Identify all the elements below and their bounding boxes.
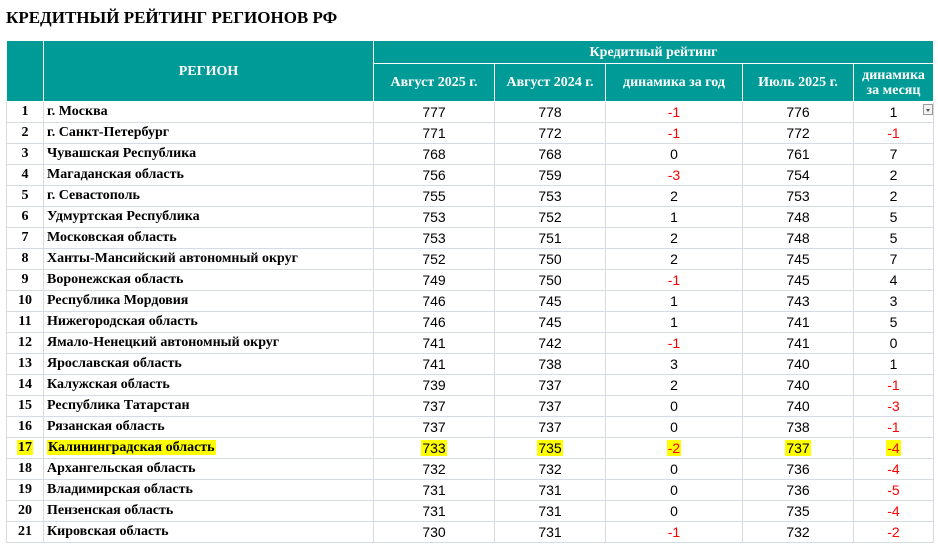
cell-dynamics-month: 1 — [854, 354, 934, 375]
cell-aug-2024: 751 — [495, 228, 606, 249]
header-dynamics-month: динамика за месяц — [854, 64, 934, 102]
cell-number: 9 — [7, 270, 44, 291]
cell-jul-2025: 737 — [743, 438, 854, 459]
cell-dynamics-month: 7 — [854, 249, 934, 270]
filter-dropdown-icon[interactable] — [923, 104, 933, 115]
cell-aug-2025: 737 — [374, 396, 495, 417]
cell-dynamics-year: -1 — [606, 333, 743, 354]
cell-aug-2025: 741 — [374, 333, 495, 354]
cell-jul-2025: 738 — [743, 417, 854, 438]
cell-number: 5 — [7, 186, 44, 207]
cell-aug-2024: 750 — [495, 270, 606, 291]
cell-jul-2025: 753 — [743, 186, 854, 207]
cell-dynamics-year: -3 — [606, 165, 743, 186]
cell-jul-2025: 740 — [743, 396, 854, 417]
header-credit-rating-group: Кредитный рейтинг — [374, 41, 934, 64]
cell-region: Воронежская область — [44, 270, 374, 291]
cell-dynamics-year: 2 — [606, 375, 743, 396]
cell-number: 1 — [7, 102, 44, 123]
cell-aug-2025: 771 — [374, 123, 495, 144]
cell-number: 19 — [7, 480, 44, 501]
table-row — [7, 354, 934, 375]
table-row — [7, 501, 934, 522]
cell-aug-2024: 745 — [495, 312, 606, 333]
rating-table — [6, 40, 934, 543]
cell-aug-2024: 752 — [495, 207, 606, 228]
cell-dynamics-month: 5 — [854, 207, 934, 228]
cell-dynamics-year: 0 — [606, 417, 743, 438]
table-row — [7, 144, 934, 165]
table-row — [7, 228, 934, 249]
cell-number: 21 — [7, 522, 44, 543]
table-row — [7, 375, 934, 396]
table-row — [7, 270, 934, 291]
cell-dynamics-month: -4 — [854, 459, 934, 480]
cell-aug-2024: 753 — [495, 186, 606, 207]
cell-aug-2025: 768 — [374, 144, 495, 165]
cell-region: г. Севастополь — [44, 186, 374, 207]
cell-number: 4 — [7, 165, 44, 186]
cell-dynamics-month: 3 — [854, 291, 934, 312]
cell-aug-2025: 755 — [374, 186, 495, 207]
cell-aug-2024: 738 — [495, 354, 606, 375]
table-row — [7, 522, 934, 543]
cell-number: 2 — [7, 123, 44, 144]
cell-dynamics-month: 2 — [854, 186, 934, 207]
cell-dynamics-month: 0 — [854, 333, 934, 354]
cell-number: 14 — [7, 375, 44, 396]
table-row — [7, 249, 934, 270]
cell-jul-2025: 772 — [743, 123, 854, 144]
cell-dynamics-month: -4 — [854, 438, 934, 459]
cell-region: Калужская область — [44, 375, 374, 396]
cell-aug-2024: 759 — [495, 165, 606, 186]
cell-jul-2025: 745 — [743, 270, 854, 291]
cell-region: Удмуртская Республика — [44, 207, 374, 228]
cell-jul-2025: 754 — [743, 165, 854, 186]
cell-aug-2024: 737 — [495, 375, 606, 396]
cell-dynamics-year: 1 — [606, 207, 743, 228]
cell-jul-2025: 745 — [743, 249, 854, 270]
cell-dynamics-year: 0 — [606, 501, 743, 522]
cell-dynamics-month: 5 — [854, 312, 934, 333]
cell-dynamics-year: 0 — [606, 144, 743, 165]
cell-aug-2025: 737 — [374, 417, 495, 438]
cell-aug-2025: 756 — [374, 165, 495, 186]
cell-number: 8 — [7, 249, 44, 270]
table-row — [7, 102, 934, 123]
table-row — [7, 480, 934, 501]
cell-dynamics-month: -1 — [854, 417, 934, 438]
cell-number: 18 — [7, 459, 44, 480]
cell-dynamics-year: -2 — [606, 438, 743, 459]
cell-dynamics-year: 0 — [606, 396, 743, 417]
cell-aug-2024: 731 — [495, 522, 606, 543]
cell-aug-2025: 739 — [374, 375, 495, 396]
header-aug-2025: Август 2025 г. — [374, 64, 495, 102]
table-row — [7, 396, 934, 417]
table-row — [7, 417, 934, 438]
table-row — [7, 312, 934, 333]
cell-dynamics-year: 1 — [606, 312, 743, 333]
table-body — [7, 102, 934, 543]
table-row — [7, 207, 934, 228]
cell-dynamics-month: 4 — [854, 270, 934, 291]
cell-aug-2024: 750 — [495, 249, 606, 270]
cell-aug-2025: 733 — [374, 438, 495, 459]
table-row — [7, 123, 934, 144]
cell-aug-2025: 746 — [374, 312, 495, 333]
cell-dynamics-year: 0 — [606, 459, 743, 480]
cell-jul-2025: 732 — [743, 522, 854, 543]
header-aug-2024: Август 2024 г. — [495, 64, 606, 102]
table-row — [7, 333, 934, 354]
cell-aug-2025: 777 — [374, 102, 495, 123]
cell-aug-2025: 746 — [374, 291, 495, 312]
cell-aug-2025: 753 — [374, 207, 495, 228]
cell-aug-2024: 737 — [495, 396, 606, 417]
cell-aug-2025: 753 — [374, 228, 495, 249]
cell-dynamics-year: 2 — [606, 186, 743, 207]
cell-aug-2025: 731 — [374, 501, 495, 522]
page-title: КРЕДИТНЫЙ РЕЙТИНГ РЕГИОНОВ РФ — [6, 8, 338, 27]
cell-jul-2025: 748 — [743, 207, 854, 228]
cell-number: 13 — [7, 354, 44, 375]
cell-aug-2025: 731 — [374, 480, 495, 501]
cell-number: 12 — [7, 333, 44, 354]
cell-region: Магаданская область — [44, 165, 374, 186]
table-row — [7, 186, 934, 207]
table-row — [7, 459, 934, 480]
cell-number: 20 — [7, 501, 44, 522]
cell-dynamics-month: 1 — [854, 102, 934, 123]
cell-number: 6 — [7, 207, 44, 228]
cell-region: Республика Мордовия — [44, 291, 374, 312]
cell-jul-2025: 748 — [743, 228, 854, 249]
cell-dynamics-month: -4 — [854, 501, 934, 522]
cell-number: 15 — [7, 396, 44, 417]
cell-dynamics-year: 2 — [606, 228, 743, 249]
cell-aug-2024: 778 — [495, 102, 606, 123]
cell-dynamics-month: -5 — [854, 480, 934, 501]
cell-dynamics-month: -3 — [854, 396, 934, 417]
cell-dynamics-month: -1 — [854, 375, 934, 396]
cell-region: Пензенская область — [44, 501, 374, 522]
cell-region: Владимирская область — [44, 480, 374, 501]
cell-dynamics-year: -1 — [606, 270, 743, 291]
cell-jul-2025: 735 — [743, 501, 854, 522]
cell-aug-2024: 745 — [495, 291, 606, 312]
table-row — [7, 438, 934, 459]
cell-aug-2025: 749 — [374, 270, 495, 291]
cell-aug-2024: 735 — [495, 438, 606, 459]
cell-jul-2025: 743 — [743, 291, 854, 312]
header-jul-2025: Июль 2025 г. — [743, 64, 854, 102]
cell-dynamics-month: -1 — [854, 123, 934, 144]
cell-region: Чувашская Республика — [44, 144, 374, 165]
cell-region: Ханты-Мансийский автономный округ — [44, 249, 374, 270]
cell-jul-2025: 740 — [743, 375, 854, 396]
cell-jul-2025: 776 — [743, 102, 854, 123]
cell-aug-2024: 731 — [495, 501, 606, 522]
cell-region: Рязанская область — [44, 417, 374, 438]
cell-number: 16 — [7, 417, 44, 438]
cell-region: Московская область — [44, 228, 374, 249]
cell-jul-2025: 761 — [743, 144, 854, 165]
cell-dynamics-year: 1 — [606, 291, 743, 312]
cell-number: 10 — [7, 291, 44, 312]
cell-aug-2025: 732 — [374, 459, 495, 480]
cell-region: Калининградская область — [44, 438, 374, 459]
cell-jul-2025: 741 — [743, 333, 854, 354]
cell-aug-2025: 730 — [374, 522, 495, 543]
cell-aug-2024: 732 — [495, 459, 606, 480]
cell-region: Нижегородская область — [44, 312, 374, 333]
cell-dynamics-year: 3 — [606, 354, 743, 375]
cell-region: Ярославская область — [44, 354, 374, 375]
cell-jul-2025: 736 — [743, 480, 854, 501]
cell-aug-2025: 752 — [374, 249, 495, 270]
table-row — [7, 291, 934, 312]
cell-dynamics-month: 2 — [854, 165, 934, 186]
cell-region: г. Москва — [44, 102, 374, 123]
cell-number: 17 — [7, 438, 44, 459]
cell-jul-2025: 740 — [743, 354, 854, 375]
cell-jul-2025: 736 — [743, 459, 854, 480]
cell-number: 3 — [7, 144, 44, 165]
cell-number: 7 — [7, 228, 44, 249]
cell-dynamics-year: -1 — [606, 102, 743, 123]
header-region: РЕГИОН — [44, 41, 374, 102]
cell-dynamics-month: 5 — [854, 228, 934, 249]
cell-aug-2024: 742 — [495, 333, 606, 354]
cell-aug-2024: 768 — [495, 144, 606, 165]
cell-dynamics-year: -1 — [606, 522, 743, 543]
cell-aug-2025: 741 — [374, 354, 495, 375]
cell-region: Республика Татарстан — [44, 396, 374, 417]
cell-aug-2024: 772 — [495, 123, 606, 144]
cell-region: Ямало-Ненецкий автономный округ — [44, 333, 374, 354]
header-number — [7, 41, 44, 102]
cell-dynamics-month: -2 — [854, 522, 934, 543]
cell-jul-2025: 741 — [743, 312, 854, 333]
cell-dynamics-year: -1 — [606, 123, 743, 144]
cell-dynamics-year: 0 — [606, 480, 743, 501]
cell-region: Кировская область — [44, 522, 374, 543]
table-row — [7, 165, 934, 186]
cell-number: 11 — [7, 312, 44, 333]
header-dynamics-year: динамика за год — [606, 64, 743, 102]
cell-aug-2024: 731 — [495, 480, 606, 501]
cell-region: Архангельская область — [44, 459, 374, 480]
cell-region: г. Санкт-Петербург — [44, 123, 374, 144]
cell-dynamics-year: 2 — [606, 249, 743, 270]
cell-dynamics-month: 7 — [854, 144, 934, 165]
cell-aug-2024: 737 — [495, 417, 606, 438]
